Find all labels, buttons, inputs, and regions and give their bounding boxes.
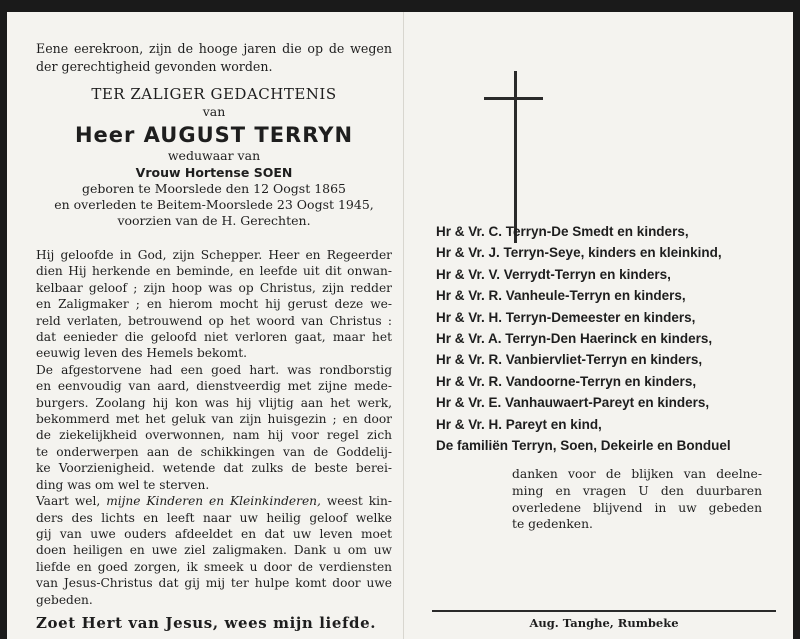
- list-item: Hr & Vr. V. Verrydt-Terryn en kinders,: [436, 266, 671, 282]
- text-line: dien Hij herkende en beminde, en leefde uit dit onwan-: [36, 264, 392, 279]
- text-line: overledene blijvend in uw gebeden: [512, 500, 762, 515]
- saying-line-1: Eene eerekroon, zijn de hooge jaren die op de wegen: [36, 41, 392, 56]
- text-line: dat eenieder die geloofd niet verloren gaat, maar het: [36, 330, 392, 345]
- text-line: De afgestorvene had een goed hart. was rondborstig: [36, 362, 392, 377]
- closing-prayer: Zoet Hert van Jesus, wees mijn liefde.: [36, 613, 377, 632]
- character-paragraph: [36, 362, 392, 493]
- text-line: en Zaligmaker ; en hierom mocht hij gerust deze we-: [36, 297, 392, 312]
- text-line: te gedenken.: [512, 517, 593, 532]
- birth-line: geboren te Moorslede den 12 Oogst 1865: [81, 181, 347, 196]
- list-item: Hr & Vr. R. Vanheule-Terryn en kinders,: [436, 288, 686, 304]
- text-line: danken voor de blijken van deelne-: [512, 467, 762, 481]
- deceased-name: Heer AUGUST TERRYN: [74, 123, 354, 147]
- list-item: Hr & Vr. H. Terryn-Demeester en kinders,: [436, 309, 696, 325]
- text-line: te onderwerpen aan de schikkingen van de Goddelij-: [36, 444, 392, 459]
- divider: [432, 610, 776, 612]
- list-item: Hr & Vr. A. Terryn-Den Haerinck en kinders,: [436, 331, 713, 347]
- thanks-text: [512, 466, 762, 533]
- wife-name: Vrouw Hortense SOEN: [135, 165, 293, 180]
- faith-paragraph: [36, 247, 392, 362]
- text-line: ders des lichts en leeft naar uw heilig geloof welke: [36, 510, 392, 525]
- farewell-end: weest kin-: [320, 494, 392, 509]
- list-item: Hr & Vr. E. Vanhauwaert-Pareyt en kinders,: [436, 395, 710, 411]
- list-item: Hr & Vr. C. Terryn-De Smedt en kinders,: [436, 224, 689, 239]
- sacraments-line: voorzien van de H. Gerechten.: [117, 213, 311, 228]
- text-line: doen heiligen en uwe ziel zaligmaken. Dank u om uw: [36, 543, 392, 558]
- text-line: eeuwig leven des Hemels bekomt.: [36, 346, 248, 361]
- text-line: de ziekelijkheid overwonnen, nam hij voor regel zich: [36, 428, 392, 443]
- printer-credit: Aug. Tanghe, Rumbeke: [529, 616, 679, 630]
- list-item: Hr & Vr. R. Vanbiervliet-Terryn en kinders,: [436, 352, 703, 368]
- right-panel: [404, 12, 793, 639]
- death-line: en overleden te Beitem-Moorslede 23 Oogst 1945,: [54, 197, 374, 212]
- memorial-title: TER ZALIGER GEDACHTENIS: [91, 85, 337, 103]
- farewell-emphasis: mijne Kinderen en Kleinkinderen,: [106, 494, 321, 509]
- text-line: liefde en goed zorgen, ik smeek u door de verdiensten: [36, 559, 392, 574]
- van-label: van: [202, 104, 226, 119]
- text-line: ke Voorzienigheid. wetende dat zulks de beste berei-: [36, 461, 392, 476]
- cross-icon-bar: [484, 97, 543, 100]
- text-line: Hij geloofde in God, zijn Schepper. Heer en Regeerder: [36, 248, 392, 262]
- relatives-list: [436, 221, 766, 456]
- widower-label: weduwaar van: [167, 148, 261, 163]
- text-line: gij van uwe ouders afdeeldet en dat uw leven moet: [36, 526, 392, 541]
- list-item: De familiën Terryn, Soen, Dekeirle en Bonduel: [436, 438, 731, 454]
- text-line: reld verlaten, betrouwend op het woord van Christus :: [36, 313, 392, 328]
- text-line: van Jesus-Christus dat gij mij ter hulpe komt door uwe: [36, 576, 392, 591]
- text-line: ming en vragen U den duurbaren: [512, 483, 762, 498]
- farewell-paragraph: [36, 493, 392, 608]
- list-item: Hr & Vr. J. Terryn-Seye, kinders en kleinkind,: [436, 245, 722, 261]
- text-line: ding was om wel te sterven.: [36, 477, 210, 492]
- saying-line-2: der gerechtigheid gevonden worden.: [36, 59, 273, 74]
- text-line: [36, 493, 392, 509]
- text-line: kelbaar geloof ; zijn hoop was op Christus, zijn redder: [36, 280, 392, 295]
- text-line: en eenvoudig van aard, dienstveerdig met zijne mede-: [36, 379, 392, 394]
- farewell-start: Vaart wel,: [36, 494, 107, 509]
- text-line: gebeden.: [36, 592, 93, 607]
- text-line: burgers. Zoolang hij kon was hij vlijtig aan het werk,: [36, 395, 392, 410]
- list-item: Hr & Vr. H. Pareyt en kind,: [436, 416, 602, 432]
- left-panel: [36, 40, 392, 632]
- list-item: Hr & Vr. R. Vandoorne-Terryn en kinders,: [436, 373, 697, 389]
- text-line: bekommerd met het geluk van zijn huisgezin ; en door: [36, 412, 392, 427]
